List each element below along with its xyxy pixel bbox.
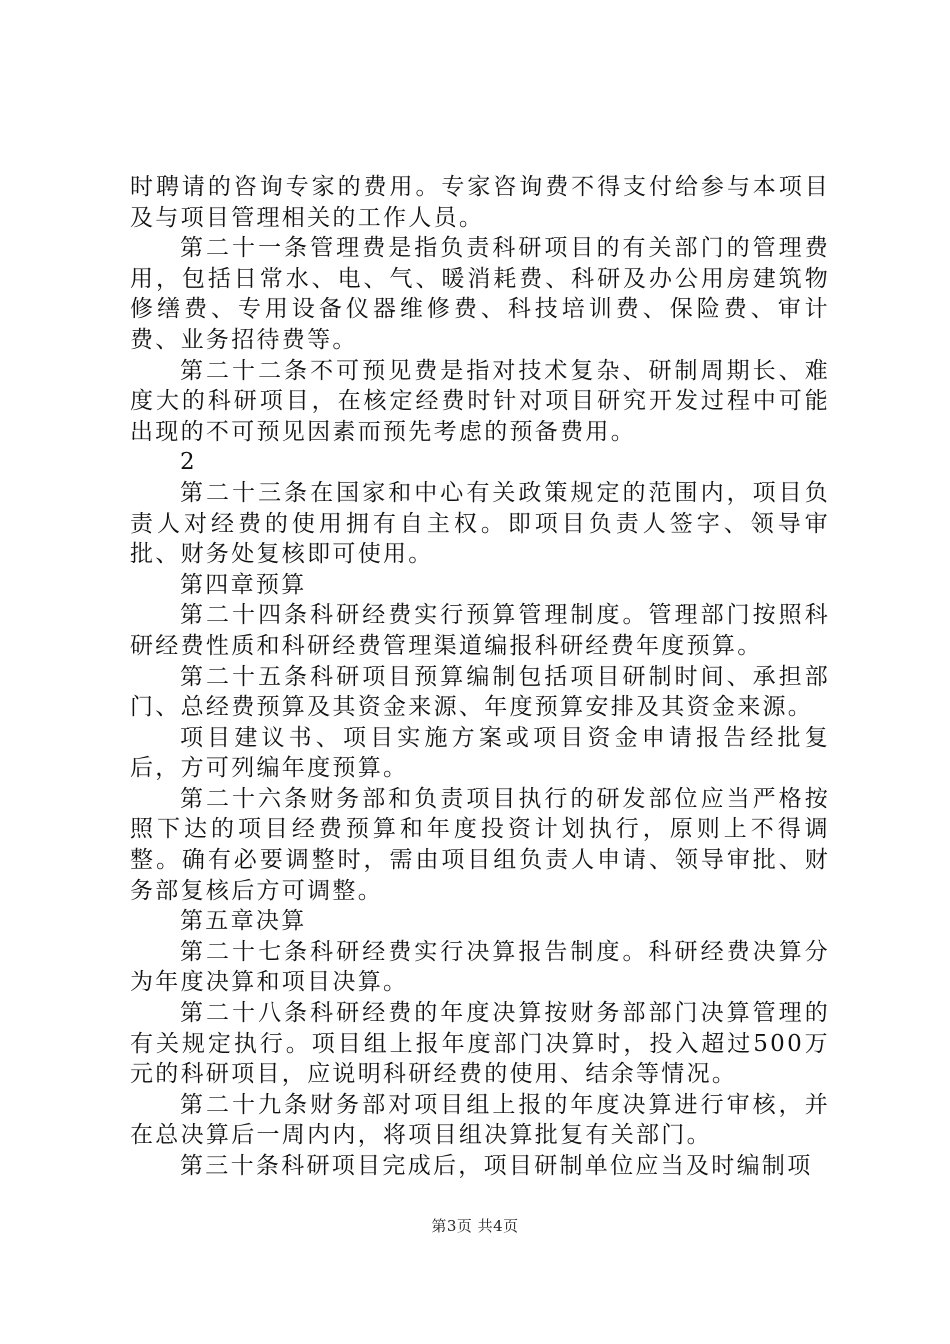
chapter-heading-budget: 第四章预算 [180, 571, 307, 598]
paragraph-article-30: 第三十条科研项目完成后，项目研制单位应当及时编制项 [180, 1153, 813, 1179]
paragraph-article-29: 第二十九条财务部对项目组上报的年度决算进行审核，并在总决算后一周内内，将项目组决算批复有关部门。 [130, 1091, 830, 1149]
paragraph-inline-page-number: 2 [180, 449, 197, 476]
paragraph-consultant-fee: 时聘请的咨询专家的费用。专家咨询费不得支付给参与本项目及与项目管理相关的工作人员。 [130, 174, 830, 231]
paragraph-article-27: 第二十七条科研经费实行决算报告制度。科研经费决算分为年度决算和项目决算。 [130, 938, 830, 996]
page-footer [0, 1215, 950, 1236]
paragraph-article-28: 第二十八条科研经费的年度决算按财务部部门决算管理的有关规定执行。项目组上报年度部门决算时，投入超过500万元的科研项目，应说明科研经费的使用、结余等情况。 [130, 1000, 830, 1088]
paragraph-proposal-approval: 项目建议书、项目实施方案或项目资金申请报告经批复后，方可列编年度预算。 [130, 724, 830, 782]
paragraph-article-21: 第二十一条管理费是指负责科研项目的有关部门的管理费用，包括日常水、电、气、暖消耗费、科研及办公用房建筑物修缮费、专用设备仪器维修费、科技培训费、保险费、审计费、业务招待费等。 [130, 235, 830, 353]
paragraph-article-22: 第二十二条不可预见费是指对技术复杂、研制周期长、难度大的科研项目，在核定经费时针对项目研究开发过程中可能出现的不可预见因素而预先考虑的预备费用。 [130, 357, 830, 445]
paragraph-article-23: 第二十三条在国家和中心有关政策规定的范围内，项目负责人对经费的使用拥有自主权。即项目负责人签字、领导审批、财务处复核即可使用。 [130, 479, 830, 568]
page-number-label: 第3页 共4页 [431, 1217, 519, 1235]
chapter-heading-final-accounts: 第五章决算 [180, 908, 307, 935]
paragraph-article-25: 第二十五条科研项目预算编制包括项目研制时间、承担部门、总经费预算及其资金来源、年度预算安排及其资金来源。 [130, 663, 830, 721]
document-body [130, 172, 830, 1182]
paragraph-article-26: 第二十六条财务部和负责项目执行的研发部位应当严格按照下达的项目经费预算和年度投资计划执行，原则上不得调整。确有必要调整时，需由项目组负责人申请、领导审批、财务部复核后方可调整。 [130, 785, 830, 904]
paragraph-article-24: 第二十四条科研经费实行预算管理制度。管理部门按照科研经费性质和科研经费管理渠道编报科研经费年度预算。 [130, 602, 830, 659]
